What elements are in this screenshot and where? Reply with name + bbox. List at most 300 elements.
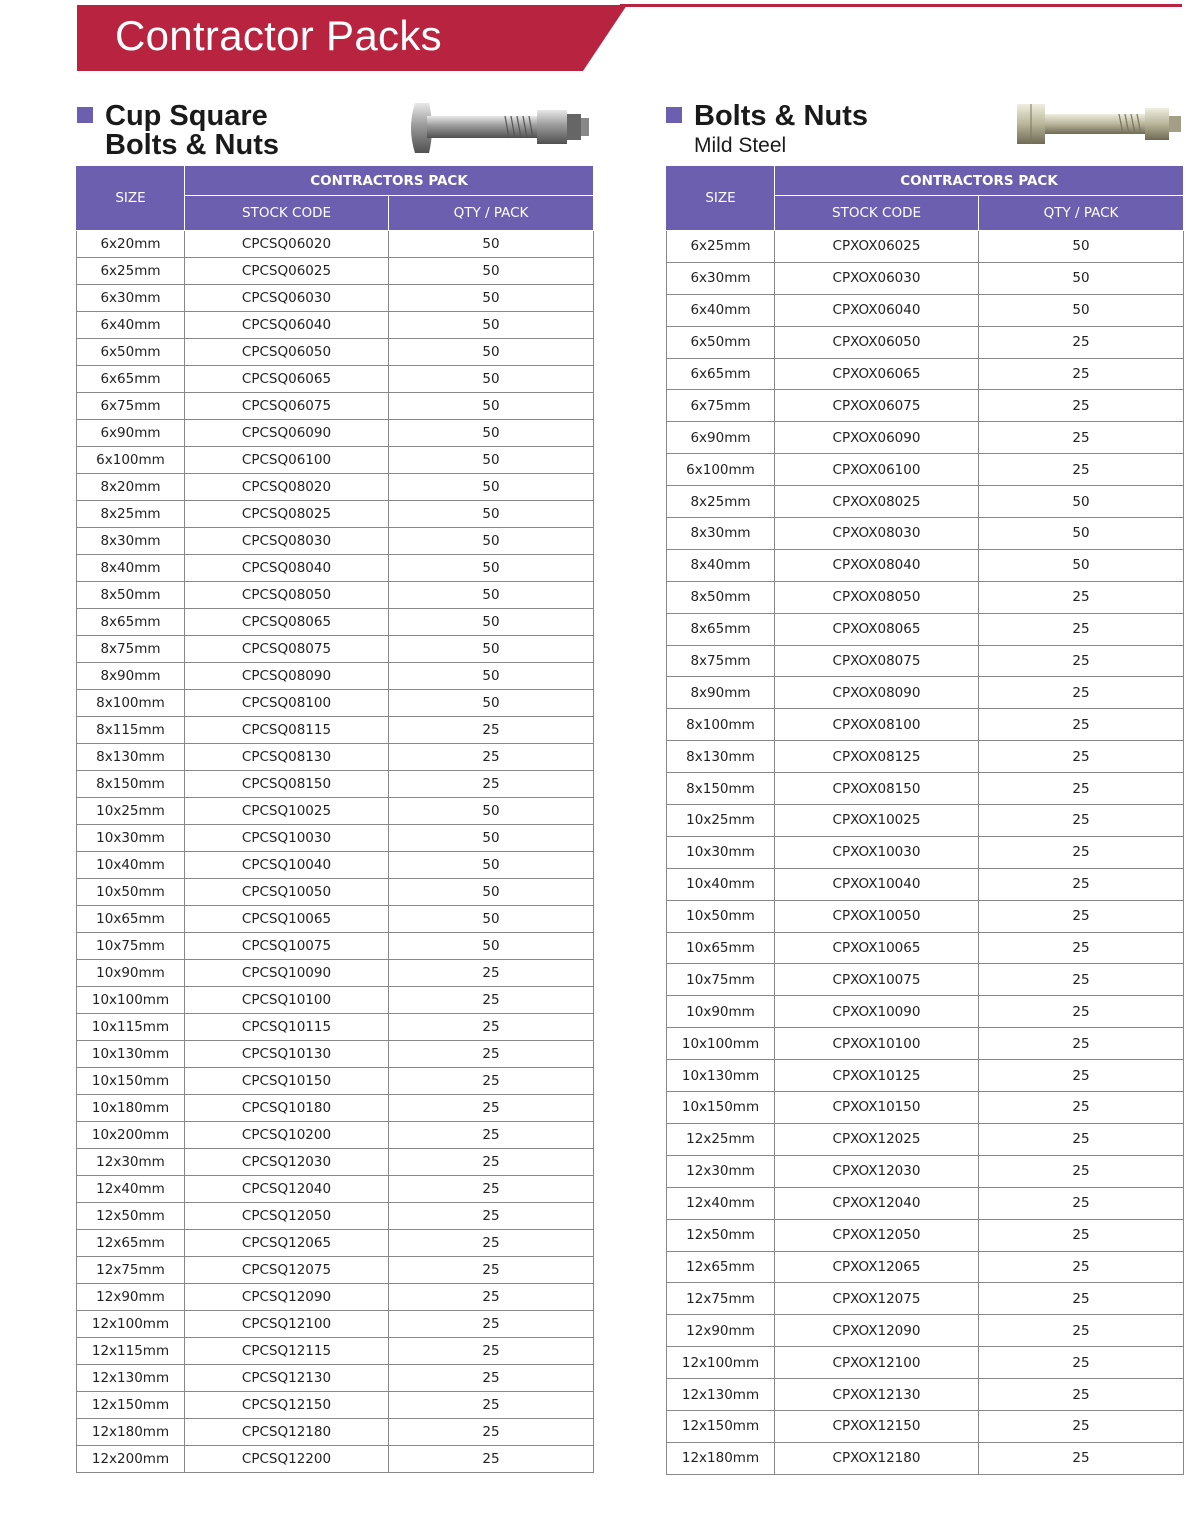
size-cell: 8x130mm xyxy=(667,741,775,773)
stock-code-cell: CPCSQ10065 xyxy=(185,906,389,933)
qty-cell: 25 xyxy=(389,1149,594,1176)
table-row xyxy=(667,868,1184,900)
qty-cell: 25 xyxy=(979,422,1184,454)
qty-cell: 50 xyxy=(389,555,594,582)
table-row xyxy=(77,1068,594,1095)
size-cell: 6x75mm xyxy=(77,393,185,420)
qty-cell: 25 xyxy=(979,773,1184,805)
stock-code-cell: CPCSQ12030 xyxy=(185,1149,389,1176)
qty-cell: 25 xyxy=(389,1230,594,1257)
table-row xyxy=(77,339,594,366)
qty-cell: 50 xyxy=(389,933,594,960)
table-row xyxy=(667,645,1184,677)
size-cell: 6x25mm xyxy=(77,258,185,285)
stock-code-cell: CPCSQ10150 xyxy=(185,1068,389,1095)
table-row xyxy=(77,528,594,555)
table-row xyxy=(667,1219,1184,1251)
qty-cell: 25 xyxy=(979,1283,1184,1315)
size-cell: 10x30mm xyxy=(77,825,185,852)
table-row xyxy=(77,636,594,663)
size-cell: 10x25mm xyxy=(667,805,775,837)
table-row xyxy=(77,852,594,879)
stock-code-cell: CPXOX12100 xyxy=(775,1347,979,1379)
stock-code-cell: CPXOX10025 xyxy=(775,805,979,837)
size-cell: 12x50mm xyxy=(667,1219,775,1251)
qty-cell: 25 xyxy=(979,1123,1184,1155)
size-cell: 8x75mm xyxy=(667,645,775,677)
stock-code-cell: CPCSQ08065 xyxy=(185,609,389,636)
qty-cell: 25 xyxy=(979,805,1184,837)
stock-code-cell: CPXOX08125 xyxy=(775,741,979,773)
stock-code-cell: CPXOX08100 xyxy=(775,709,979,741)
qty-cell: 25 xyxy=(979,996,1184,1028)
stock-code-cell: CPXOX10150 xyxy=(775,1092,979,1124)
stock-code-cell: CPCSQ08025 xyxy=(185,501,389,528)
table-row xyxy=(77,717,594,744)
size-cell: 10x150mm xyxy=(77,1068,185,1095)
table-row xyxy=(77,1392,594,1419)
qty-cell: 25 xyxy=(389,960,594,987)
size-cell: 10x90mm xyxy=(77,960,185,987)
qty-cell: 25 xyxy=(979,1379,1184,1411)
col-header-contractors-pack: CONTRACTORS PACK xyxy=(185,166,594,196)
qty-cell: 50 xyxy=(979,486,1184,518)
stock-code-cell: CPCSQ08130 xyxy=(185,744,389,771)
stock-code-cell: CPCSQ08115 xyxy=(185,717,389,744)
size-cell: 10x100mm xyxy=(667,1028,775,1060)
table-row xyxy=(667,1123,1184,1155)
qty-cell: 25 xyxy=(979,932,1184,964)
table-row xyxy=(77,258,594,285)
table-row xyxy=(77,447,594,474)
size-cell: 8x100mm xyxy=(667,709,775,741)
col-header-size: SIZE xyxy=(667,166,775,231)
qty-cell: 25 xyxy=(979,1092,1184,1124)
table-row xyxy=(77,1338,594,1365)
stock-code-cell: CPXOX10100 xyxy=(775,1028,979,1060)
table-row xyxy=(77,474,594,501)
qty-cell: 50 xyxy=(389,393,594,420)
qty-cell: 25 xyxy=(979,709,1184,741)
qty-cell: 50 xyxy=(389,582,594,609)
table-row xyxy=(667,581,1184,613)
table-row xyxy=(77,690,594,717)
qty-cell: 25 xyxy=(979,1442,1184,1474)
stock-code-cell: CPCSQ08100 xyxy=(185,690,389,717)
stock-code-cell: CPCSQ06040 xyxy=(185,312,389,339)
stock-code-cell: CPCSQ10130 xyxy=(185,1041,389,1068)
size-cell: 6x30mm xyxy=(77,285,185,312)
size-cell: 6x90mm xyxy=(77,420,185,447)
size-cell: 12x50mm xyxy=(77,1203,185,1230)
size-cell: 8x40mm xyxy=(667,549,775,581)
qty-cell: 50 xyxy=(389,501,594,528)
size-cell: 12x90mm xyxy=(77,1284,185,1311)
qty-cell: 50 xyxy=(389,906,594,933)
table-row xyxy=(667,390,1184,422)
table-row xyxy=(667,294,1184,326)
qty-cell: 50 xyxy=(389,231,594,258)
size-cell: 8x30mm xyxy=(77,528,185,555)
size-cell: 12x40mm xyxy=(77,1176,185,1203)
table-row xyxy=(77,1365,594,1392)
size-cell: 8x90mm xyxy=(667,677,775,709)
table-row xyxy=(77,312,594,339)
stock-code-cell: CPXOX08065 xyxy=(775,613,979,645)
table-row xyxy=(667,518,1184,550)
section-bullet xyxy=(666,107,682,123)
qty-cell: 25 xyxy=(979,964,1184,996)
qty-cell: 25 xyxy=(979,390,1184,422)
stock-code-cell: CPXOX08025 xyxy=(775,486,979,518)
stock-code-cell: CPCSQ08150 xyxy=(185,771,389,798)
section-title-line1: Cup Square xyxy=(105,100,268,132)
qty-cell: 25 xyxy=(389,1095,594,1122)
table-row xyxy=(77,798,594,825)
size-cell: 12x150mm xyxy=(667,1410,775,1442)
table-row xyxy=(667,1379,1184,1411)
table-row xyxy=(77,1257,594,1284)
qty-cell: 25 xyxy=(979,836,1184,868)
stock-code-cell: CPCSQ10040 xyxy=(185,852,389,879)
table-row xyxy=(77,582,594,609)
stock-code-cell: CPXOX08090 xyxy=(775,677,979,709)
table-row xyxy=(77,609,594,636)
qty-cell: 50 xyxy=(389,528,594,555)
stock-code-cell: CPCSQ06020 xyxy=(185,231,389,258)
size-cell: 12x180mm xyxy=(667,1442,775,1474)
stock-code-cell: CPCSQ08020 xyxy=(185,474,389,501)
qty-cell: 25 xyxy=(979,581,1184,613)
table-row xyxy=(77,1149,594,1176)
qty-cell: 50 xyxy=(979,262,1184,294)
stock-code-cell: CPCSQ08075 xyxy=(185,636,389,663)
qty-cell: 25 xyxy=(979,900,1184,932)
stock-code-cell: CPXOX10065 xyxy=(775,932,979,964)
qty-cell: 50 xyxy=(389,474,594,501)
size-cell: 12x30mm xyxy=(77,1149,185,1176)
table-row xyxy=(77,1122,594,1149)
size-cell: 8x150mm xyxy=(77,771,185,798)
size-cell: 10x30mm xyxy=(667,836,775,868)
size-cell: 12x25mm xyxy=(667,1123,775,1155)
table-row xyxy=(667,1251,1184,1283)
size-cell: 12x75mm xyxy=(667,1283,775,1315)
size-cell: 6x75mm xyxy=(667,390,775,422)
size-cell: 8x50mm xyxy=(77,582,185,609)
size-cell: 12x30mm xyxy=(667,1155,775,1187)
size-cell: 6x90mm xyxy=(667,422,775,454)
stock-code-cell: CPCSQ10100 xyxy=(185,987,389,1014)
table-row xyxy=(667,1060,1184,1092)
stock-code-cell: CPXOX06030 xyxy=(775,262,979,294)
stock-code-cell: CPCSQ12065 xyxy=(185,1230,389,1257)
qty-cell: 25 xyxy=(979,1155,1184,1187)
bolts-nuts-table xyxy=(666,165,1184,1475)
stock-code-cell: CPCSQ06090 xyxy=(185,420,389,447)
stock-code-cell: CPCSQ06025 xyxy=(185,258,389,285)
table-row xyxy=(667,262,1184,294)
qty-cell: 25 xyxy=(979,1028,1184,1060)
stock-code-cell: CPCSQ10025 xyxy=(185,798,389,825)
qty-cell: 25 xyxy=(389,744,594,771)
table-row xyxy=(667,326,1184,358)
qty-cell: 25 xyxy=(389,1419,594,1446)
bolts-nuts-table-body xyxy=(667,231,1184,1475)
qty-cell: 25 xyxy=(979,454,1184,486)
qty-cell: 25 xyxy=(389,1446,594,1473)
size-cell: 10x25mm xyxy=(77,798,185,825)
table-row xyxy=(77,1095,594,1122)
table-row xyxy=(667,454,1184,486)
stock-code-cell: CPXOX06040 xyxy=(775,294,979,326)
qty-cell: 25 xyxy=(389,1014,594,1041)
table-row xyxy=(667,996,1184,1028)
size-cell: 12x115mm xyxy=(77,1338,185,1365)
table-row xyxy=(667,231,1184,263)
qty-cell: 50 xyxy=(979,294,1184,326)
table-row xyxy=(667,422,1184,454)
table-row xyxy=(77,420,594,447)
size-cell: 12x180mm xyxy=(77,1419,185,1446)
stock-code-cell: CPCSQ12075 xyxy=(185,1257,389,1284)
stock-code-cell: CPXOX06050 xyxy=(775,326,979,358)
table-row xyxy=(667,1347,1184,1379)
size-cell: 10x115mm xyxy=(77,1014,185,1041)
table-row xyxy=(77,231,594,258)
size-cell: 8x130mm xyxy=(77,744,185,771)
table-row xyxy=(77,1230,594,1257)
section-subtitle: Mild Steel xyxy=(694,134,787,157)
qty-cell: 25 xyxy=(389,1392,594,1419)
qty-cell: 25 xyxy=(979,645,1184,677)
stock-code-cell: CPXOX10040 xyxy=(775,868,979,900)
size-cell: 8x65mm xyxy=(77,609,185,636)
qty-cell: 50 xyxy=(389,285,594,312)
qty-cell: 25 xyxy=(389,1176,594,1203)
stock-code-cell: CPXOX10030 xyxy=(775,836,979,868)
section-title: Bolts & Nuts xyxy=(694,100,868,132)
stock-code-cell: CPXOX12040 xyxy=(775,1187,979,1219)
size-cell: 12x65mm xyxy=(77,1230,185,1257)
size-cell: 8x20mm xyxy=(77,474,185,501)
stock-code-cell: CPXOX10090 xyxy=(775,996,979,1028)
stock-code-cell: CPCSQ06030 xyxy=(185,285,389,312)
size-cell: 12x75mm xyxy=(77,1257,185,1284)
table-row xyxy=(77,825,594,852)
size-cell: 12x100mm xyxy=(667,1347,775,1379)
stock-code-cell: CPXOX08150 xyxy=(775,773,979,805)
size-cell: 12x150mm xyxy=(77,1392,185,1419)
size-cell: 8x150mm xyxy=(667,773,775,805)
table-row xyxy=(77,285,594,312)
qty-cell: 50 xyxy=(979,518,1184,550)
qty-cell: 25 xyxy=(389,1338,594,1365)
cup-square-bolt-image xyxy=(405,98,595,160)
qty-cell: 50 xyxy=(389,636,594,663)
stock-code-cell: CPXOX08075 xyxy=(775,645,979,677)
qty-cell: 25 xyxy=(389,771,594,798)
size-cell: 10x75mm xyxy=(667,964,775,996)
table-row xyxy=(77,1041,594,1068)
table-row xyxy=(77,933,594,960)
table-row xyxy=(77,879,594,906)
qty-cell: 25 xyxy=(389,1041,594,1068)
table-row xyxy=(667,1092,1184,1124)
size-cell: 12x40mm xyxy=(667,1187,775,1219)
qty-cell: 25 xyxy=(979,1347,1184,1379)
qty-cell: 25 xyxy=(979,741,1184,773)
qty-cell: 50 xyxy=(389,798,594,825)
qty-cell: 25 xyxy=(979,868,1184,900)
table-row xyxy=(667,1028,1184,1060)
size-cell: 10x180mm xyxy=(77,1095,185,1122)
stock-code-cell: CPCSQ12050 xyxy=(185,1203,389,1230)
qty-cell: 25 xyxy=(979,1219,1184,1251)
hex-bolt-image xyxy=(1015,100,1185,148)
size-cell: 12x200mm xyxy=(77,1446,185,1473)
stock-code-cell: CPCSQ06050 xyxy=(185,339,389,366)
size-cell: 10x130mm xyxy=(77,1041,185,1068)
table-row xyxy=(77,1446,594,1473)
qty-cell: 25 xyxy=(979,326,1184,358)
qty-cell: 25 xyxy=(389,717,594,744)
size-cell: 6x100mm xyxy=(77,447,185,474)
qty-cell: 50 xyxy=(389,690,594,717)
qty-cell: 25 xyxy=(389,1311,594,1338)
qty-cell: 25 xyxy=(979,1315,1184,1347)
qty-cell: 25 xyxy=(979,358,1184,390)
qty-cell: 50 xyxy=(389,852,594,879)
size-cell: 10x130mm xyxy=(667,1060,775,1092)
size-cell: 10x40mm xyxy=(667,868,775,900)
size-cell: 12x90mm xyxy=(667,1315,775,1347)
stock-code-cell: CPCSQ10075 xyxy=(185,933,389,960)
table-row xyxy=(667,358,1184,390)
table-row xyxy=(77,771,594,798)
qty-cell: 25 xyxy=(389,1122,594,1149)
size-cell: 8x25mm xyxy=(667,486,775,518)
size-cell: 6x25mm xyxy=(667,231,775,263)
cup-square-table-body xyxy=(77,231,594,1473)
size-cell: 8x90mm xyxy=(77,663,185,690)
table-row xyxy=(77,1176,594,1203)
qty-cell: 50 xyxy=(389,609,594,636)
qty-cell: 50 xyxy=(389,825,594,852)
qty-cell: 25 xyxy=(389,1257,594,1284)
qty-cell: 50 xyxy=(389,420,594,447)
size-cell: 8x115mm xyxy=(77,717,185,744)
qty-cell: 50 xyxy=(389,447,594,474)
col-header-size: SIZE xyxy=(77,166,185,231)
size-cell: 8x100mm xyxy=(77,690,185,717)
table-row xyxy=(77,744,594,771)
size-cell: 10x50mm xyxy=(667,900,775,932)
size-cell: 6x20mm xyxy=(77,231,185,258)
size-cell: 8x25mm xyxy=(77,501,185,528)
table-row xyxy=(667,1410,1184,1442)
stock-code-cell: CPXOX10125 xyxy=(775,1060,979,1092)
size-cell: 8x40mm xyxy=(77,555,185,582)
qty-cell: 50 xyxy=(979,231,1184,263)
qty-cell: 50 xyxy=(389,879,594,906)
table-row xyxy=(77,1284,594,1311)
table-row xyxy=(667,1315,1184,1347)
stock-code-cell: CPXOX12180 xyxy=(775,1442,979,1474)
table-row xyxy=(667,773,1184,805)
table-row xyxy=(77,366,594,393)
banner-rule xyxy=(620,4,1182,7)
stock-code-cell: CPCSQ12130 xyxy=(185,1365,389,1392)
size-cell: 6x40mm xyxy=(77,312,185,339)
table-row xyxy=(667,900,1184,932)
size-cell: 10x150mm xyxy=(667,1092,775,1124)
stock-code-cell: CPXOX06100 xyxy=(775,454,979,486)
stock-code-cell: CPCSQ12090 xyxy=(185,1284,389,1311)
table-row xyxy=(77,1419,594,1446)
stock-code-cell: CPXOX12050 xyxy=(775,1219,979,1251)
qty-cell: 25 xyxy=(389,987,594,1014)
stock-code-cell: CPCSQ06065 xyxy=(185,366,389,393)
table-row xyxy=(77,663,594,690)
size-cell: 10x90mm xyxy=(667,996,775,1028)
qty-cell: 50 xyxy=(389,663,594,690)
stock-code-cell: CPCSQ12150 xyxy=(185,1392,389,1419)
stock-code-cell: CPXOX08040 xyxy=(775,549,979,581)
stock-code-cell: CPXOX12025 xyxy=(775,1123,979,1155)
stock-code-cell: CPXOX12150 xyxy=(775,1410,979,1442)
qty-cell: 25 xyxy=(979,677,1184,709)
stock-code-cell: CPXOX12065 xyxy=(775,1251,979,1283)
table-row xyxy=(667,613,1184,645)
stock-code-cell: CPCSQ10115 xyxy=(185,1014,389,1041)
size-cell: 12x130mm xyxy=(667,1379,775,1411)
stock-code-cell: CPCSQ10200 xyxy=(185,1122,389,1149)
size-cell: 6x50mm xyxy=(77,339,185,366)
size-cell: 6x65mm xyxy=(667,358,775,390)
table-row xyxy=(667,1283,1184,1315)
qty-cell: 50 xyxy=(979,549,1184,581)
qty-cell: 25 xyxy=(979,613,1184,645)
stock-code-cell: CPCSQ08030 xyxy=(185,528,389,555)
table-row xyxy=(667,1155,1184,1187)
col-header-stock-code: STOCK CODE xyxy=(775,196,979,231)
table-row xyxy=(77,1311,594,1338)
size-cell: 8x75mm xyxy=(77,636,185,663)
stock-code-cell: CPXOX06065 xyxy=(775,358,979,390)
stock-code-cell: CPXOX12130 xyxy=(775,1379,979,1411)
stock-code-cell: CPCSQ12040 xyxy=(185,1176,389,1203)
stock-code-cell: CPCSQ10030 xyxy=(185,825,389,852)
qty-cell: 50 xyxy=(389,339,594,366)
qty-cell: 25 xyxy=(389,1284,594,1311)
table-row xyxy=(667,741,1184,773)
qty-cell: 50 xyxy=(389,312,594,339)
stock-code-cell: CPXOX12090 xyxy=(775,1315,979,1347)
table-row xyxy=(667,1187,1184,1219)
size-cell: 8x65mm xyxy=(667,613,775,645)
stock-code-cell: CPCSQ10050 xyxy=(185,879,389,906)
qty-cell: 25 xyxy=(389,1365,594,1392)
qty-cell: 25 xyxy=(389,1203,594,1230)
qty-cell: 25 xyxy=(389,1068,594,1095)
size-cell: 10x100mm xyxy=(77,987,185,1014)
stock-code-cell: CPXOX06075 xyxy=(775,390,979,422)
size-cell: 10x50mm xyxy=(77,879,185,906)
stock-code-cell: CPCSQ10090 xyxy=(185,960,389,987)
size-cell: 10x65mm xyxy=(77,906,185,933)
stock-code-cell: CPXOX12030 xyxy=(775,1155,979,1187)
